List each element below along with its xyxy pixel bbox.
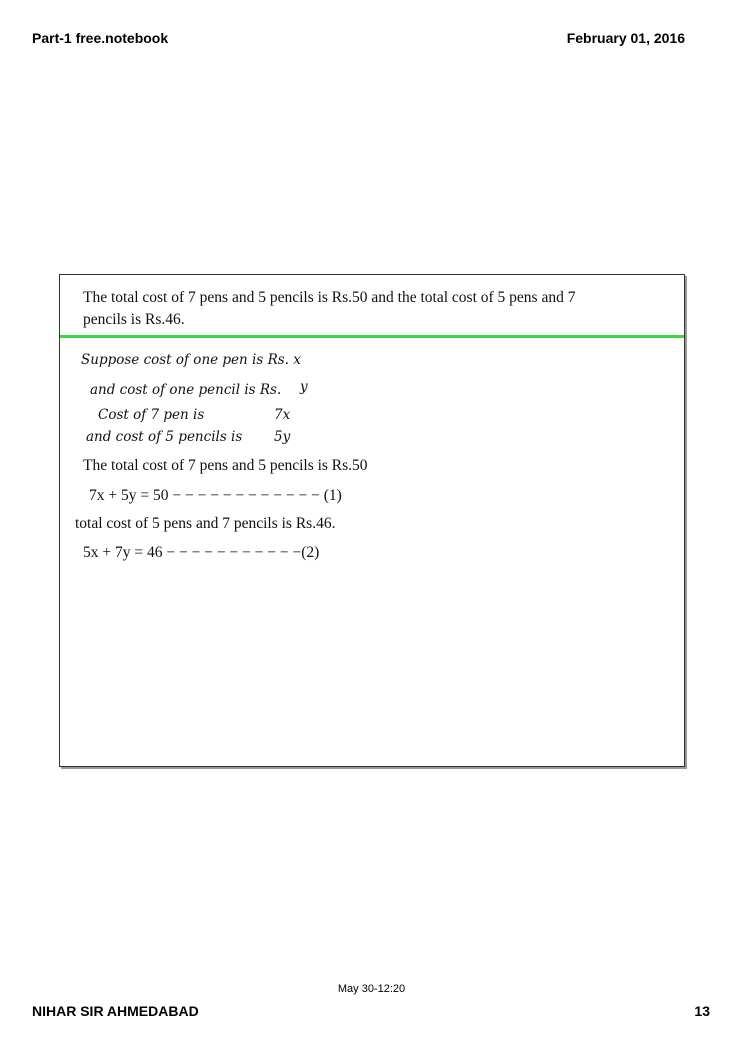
line-suppose: Suppose cost of one pen is Rs. x (81, 352, 301, 368)
equation-1: 7x + 5y = 50 − − − − − − − − − − − − (1) (89, 487, 342, 504)
divider (60, 335, 684, 338)
page-number: 13 (694, 1003, 710, 1019)
line-cost-7-pen: Cost of 7 pen is (98, 407, 205, 423)
slide (59, 274, 685, 767)
line-total-2: total cost of 5 pens and 7 pencils is Rs.46. (75, 515, 336, 532)
var-y: y (300, 379, 308, 395)
notebook-title: Part-1 free.notebook (32, 30, 169, 46)
timestamp: May 30-12:20 (337, 983, 406, 995)
question-line-1: The total cost of 7 pens and 5 pencils is Rs.50 and the total cost of 5 pens and 7 (83, 289, 576, 306)
line-total-1: The total cost of 7 pens and 5 pencils is Rs.50 (83, 457, 368, 474)
date: February 01, 2016 (566, 30, 685, 46)
expr-7x: 7x (274, 407, 291, 423)
question-line-2: pencils is Rs.46. (83, 311, 185, 328)
expr-5y: 5y (274, 429, 291, 445)
author: NIHAR SIR AHMEDABAD (32, 1003, 199, 1019)
line-cost-5-pencils: and cost of 5 pencils is (86, 429, 243, 445)
equation-2: 5x + 7y = 46 − − − − − − − − − − −(2) (83, 544, 320, 561)
line-pencil: and cost of one pencil is Rs. (90, 382, 282, 398)
